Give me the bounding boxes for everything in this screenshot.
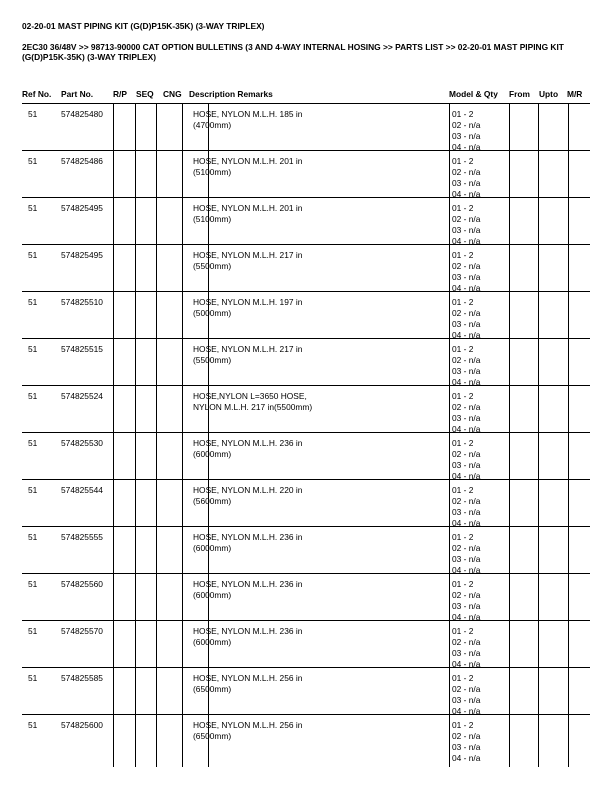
model-qty: 03 - n/a bbox=[452, 413, 481, 423]
column-divider bbox=[182, 292, 183, 338]
model-qty: 03 - n/a bbox=[452, 319, 481, 329]
column-divider bbox=[568, 527, 569, 573]
model-qty: 03 - n/a bbox=[452, 742, 481, 752]
column-divider bbox=[538, 198, 539, 244]
table-row bbox=[22, 527, 590, 574]
column-divider bbox=[113, 292, 114, 338]
column-divider bbox=[182, 433, 183, 479]
description: HOSE, NYLON M.L.H. 220 in bbox=[193, 485, 303, 495]
description-cont: (5100mm) bbox=[193, 167, 232, 177]
column-divider bbox=[135, 715, 136, 767]
column-divider bbox=[538, 433, 539, 479]
column-divider bbox=[135, 198, 136, 244]
model-qty: 02 - n/a bbox=[452, 637, 481, 647]
parts-table bbox=[22, 104, 590, 767]
column-divider bbox=[113, 245, 114, 291]
description-cont: (6500mm) bbox=[193, 684, 232, 694]
column-divider bbox=[538, 292, 539, 338]
table-row bbox=[22, 668, 590, 715]
description: HOSE, NYLON M.L.H. 256 in bbox=[193, 720, 303, 730]
table-row bbox=[22, 433, 590, 480]
col-header-model: Model & Qty bbox=[449, 89, 498, 99]
column-divider bbox=[182, 104, 183, 150]
column-divider bbox=[135, 104, 136, 150]
page-title: 02-20-01 MAST PIPING KIT (G(D)P15K-35K) (3-WAY TRIPLEX) bbox=[22, 21, 265, 31]
column-divider bbox=[135, 292, 136, 338]
ref-no: 51 bbox=[28, 391, 38, 401]
column-divider bbox=[449, 668, 450, 714]
ref-no: 51 bbox=[28, 156, 38, 166]
table-row bbox=[22, 151, 590, 198]
column-divider bbox=[449, 104, 450, 150]
column-divider bbox=[113, 574, 114, 620]
description: HOSE,NYLON L=3650 HOSE, bbox=[193, 391, 307, 401]
column-divider bbox=[509, 480, 510, 526]
column-divider bbox=[182, 386, 183, 432]
model-qty: 03 - n/a bbox=[452, 554, 481, 564]
column-divider bbox=[568, 621, 569, 667]
column-divider bbox=[113, 151, 114, 197]
model-qty: 01 - 2 bbox=[452, 485, 474, 495]
column-divider bbox=[156, 292, 157, 338]
part-no: 574825495 bbox=[61, 203, 103, 213]
ref-no: 51 bbox=[28, 438, 38, 448]
column-divider bbox=[449, 245, 450, 291]
model-qty: 02 - n/a bbox=[452, 355, 481, 365]
column-divider bbox=[538, 715, 539, 767]
column-divider bbox=[182, 245, 183, 291]
description: HOSE, NYLON M.L.H. 185 in bbox=[193, 109, 303, 119]
column-divider bbox=[182, 339, 183, 385]
column-divider bbox=[135, 433, 136, 479]
description: HOSE, NYLON M.L.H. 236 in bbox=[193, 626, 303, 636]
description: HOSE, NYLON M.L.H. 197 in bbox=[193, 297, 303, 307]
column-divider bbox=[568, 339, 569, 385]
column-divider bbox=[568, 574, 569, 620]
table-row bbox=[22, 480, 590, 527]
description-cont: (5100mm) bbox=[193, 214, 232, 224]
column-divider bbox=[538, 527, 539, 573]
model-qty: 02 - n/a bbox=[452, 167, 481, 177]
column-divider bbox=[449, 527, 450, 573]
column-divider bbox=[449, 480, 450, 526]
part-no: 574825570 bbox=[61, 626, 103, 636]
column-divider bbox=[568, 151, 569, 197]
part-no: 574825585 bbox=[61, 673, 103, 683]
column-divider bbox=[538, 574, 539, 620]
part-no: 574825495 bbox=[61, 250, 103, 260]
model-qty: 02 - n/a bbox=[452, 684, 481, 694]
description-cont: (6000mm) bbox=[193, 543, 232, 553]
part-no: 574825600 bbox=[61, 720, 103, 730]
column-divider bbox=[113, 433, 114, 479]
column-divider bbox=[156, 715, 157, 767]
model-qty: 03 - n/a bbox=[452, 366, 481, 376]
column-divider bbox=[449, 339, 450, 385]
model-qty: 01 - 2 bbox=[452, 626, 474, 636]
col-header-seq: SEQ bbox=[136, 89, 154, 99]
description-cont: (6000mm) bbox=[193, 449, 232, 459]
column-divider bbox=[568, 715, 569, 767]
description: HOSE, NYLON M.L.H. 236 in bbox=[193, 438, 303, 448]
column-divider bbox=[568, 386, 569, 432]
column-divider bbox=[156, 339, 157, 385]
column-divider bbox=[509, 574, 510, 620]
column-divider bbox=[449, 715, 450, 767]
model-qty: 02 - n/a bbox=[452, 731, 481, 741]
column-divider bbox=[113, 386, 114, 432]
col-header-rp: R/P bbox=[113, 89, 127, 99]
part-no: 574825530 bbox=[61, 438, 103, 448]
column-divider bbox=[182, 621, 183, 667]
column-divider bbox=[156, 621, 157, 667]
column-divider bbox=[182, 715, 183, 767]
column-divider bbox=[509, 104, 510, 150]
description: HOSE, NYLON M.L.H. 217 in bbox=[193, 344, 303, 354]
model-qty: 03 - n/a bbox=[452, 648, 481, 658]
model-qty: 02 - n/a bbox=[452, 261, 481, 271]
model-qty: 01 - 2 bbox=[452, 532, 474, 542]
column-divider bbox=[113, 527, 114, 573]
part-no: 574825560 bbox=[61, 579, 103, 589]
description-cont: (4700mm) bbox=[193, 120, 232, 130]
model-qty: 03 - n/a bbox=[452, 131, 481, 141]
table-row bbox=[22, 245, 590, 292]
column-divider bbox=[509, 527, 510, 573]
column-divider bbox=[449, 198, 450, 244]
column-divider bbox=[182, 151, 183, 197]
model-qty: 03 - n/a bbox=[452, 225, 481, 235]
description: HOSE, NYLON M.L.H. 217 in bbox=[193, 250, 303, 260]
column-divider bbox=[509, 339, 510, 385]
model-qty: 01 - 2 bbox=[452, 250, 474, 260]
description: HOSE, NYLON M.L.H. 256 in bbox=[193, 673, 303, 683]
model-qty: 04 - n/a bbox=[452, 659, 481, 669]
breadcrumb: 2EC30 36/48V >> 98713-90000 CAT OPTION BULLETINS (3 AND 4-WAY INTERNAL HOSING >> PARTS LIST >> 02-20-01 MAST PIPING KIT (G(D)P15K-35K) (3-WAY TRIPLEX) bbox=[22, 42, 564, 62]
model-qty: 01 - 2 bbox=[452, 579, 474, 589]
description-cont: NYLON M.L.H. 217 in(5500mm) bbox=[193, 402, 313, 412]
ref-no: 51 bbox=[28, 344, 38, 354]
model-qty: 01 - 2 bbox=[452, 720, 474, 730]
column-divider bbox=[182, 668, 183, 714]
col-header-upto: Upto bbox=[539, 89, 559, 99]
column-divider bbox=[538, 480, 539, 526]
model-qty: 01 - 2 bbox=[452, 156, 474, 166]
column-divider bbox=[568, 292, 569, 338]
col-header-desc: Description Remarks bbox=[189, 89, 273, 99]
column-divider bbox=[509, 621, 510, 667]
ref-no: 51 bbox=[28, 297, 38, 307]
table-row bbox=[22, 339, 590, 386]
table-row bbox=[22, 104, 590, 151]
model-qty: 03 - n/a bbox=[452, 695, 481, 705]
column-divider bbox=[568, 668, 569, 714]
column-divider bbox=[113, 339, 114, 385]
model-qty: 02 - n/a bbox=[452, 120, 481, 130]
column-divider bbox=[135, 574, 136, 620]
column-divider bbox=[156, 668, 157, 714]
model-qty: 04 - n/a bbox=[452, 330, 481, 340]
description-cont: (6000mm) bbox=[193, 590, 232, 600]
ref-no: 51 bbox=[28, 203, 38, 213]
column-divider bbox=[538, 339, 539, 385]
model-qty: 04 - n/a bbox=[452, 753, 481, 763]
column-divider bbox=[538, 668, 539, 714]
model-qty: 01 - 2 bbox=[452, 391, 474, 401]
table-row bbox=[22, 574, 590, 621]
model-qty: 04 - n/a bbox=[452, 236, 481, 246]
model-qty: 01 - 2 bbox=[452, 297, 474, 307]
column-divider bbox=[449, 433, 450, 479]
ref-no: 51 bbox=[28, 720, 38, 730]
table-row bbox=[22, 386, 590, 433]
column-divider bbox=[156, 386, 157, 432]
column-divider bbox=[568, 480, 569, 526]
column-divider bbox=[568, 198, 569, 244]
column-divider bbox=[156, 527, 157, 573]
model-qty: 03 - n/a bbox=[452, 507, 481, 517]
model-qty: 03 - n/a bbox=[452, 601, 481, 611]
model-qty: 04 - n/a bbox=[452, 424, 481, 434]
column-divider bbox=[182, 574, 183, 620]
column-divider bbox=[509, 198, 510, 244]
model-qty: 04 - n/a bbox=[452, 377, 481, 387]
col-header-part: Part No. bbox=[61, 89, 94, 99]
description: HOSE, NYLON M.L.H. 236 in bbox=[193, 532, 303, 542]
table-row bbox=[22, 621, 590, 668]
col-header-mr: M/R bbox=[567, 89, 583, 99]
column-divider bbox=[568, 245, 569, 291]
model-qty: 02 - n/a bbox=[452, 308, 481, 318]
column-divider bbox=[509, 715, 510, 767]
model-qty: 03 - n/a bbox=[452, 272, 481, 282]
column-divider bbox=[509, 386, 510, 432]
column-divider bbox=[135, 621, 136, 667]
part-no: 574825524 bbox=[61, 391, 103, 401]
column-divider bbox=[156, 104, 157, 150]
column-divider bbox=[449, 574, 450, 620]
description-cont: (6000mm) bbox=[193, 637, 232, 647]
column-divider bbox=[135, 245, 136, 291]
description-cont: (5600mm) bbox=[193, 496, 232, 506]
column-divider bbox=[113, 104, 114, 150]
model-qty: 01 - 2 bbox=[452, 673, 474, 683]
model-qty: 03 - n/a bbox=[452, 460, 481, 470]
column-divider bbox=[135, 480, 136, 526]
model-qty: 04 - n/a bbox=[452, 565, 481, 575]
col-header-ref: Ref No. bbox=[22, 89, 52, 99]
column-divider bbox=[135, 668, 136, 714]
column-divider bbox=[568, 104, 569, 150]
column-divider bbox=[538, 104, 539, 150]
model-qty: 04 - n/a bbox=[452, 471, 481, 481]
model-qty: 04 - n/a bbox=[452, 283, 481, 293]
table-row bbox=[22, 198, 590, 245]
model-qty: 04 - n/a bbox=[452, 189, 481, 199]
model-qty: 02 - n/a bbox=[452, 543, 481, 553]
column-divider bbox=[156, 480, 157, 526]
column-divider bbox=[509, 668, 510, 714]
part-no: 574825480 bbox=[61, 109, 103, 119]
column-divider bbox=[135, 339, 136, 385]
ref-no: 51 bbox=[28, 673, 38, 683]
ref-no: 51 bbox=[28, 532, 38, 542]
column-divider bbox=[449, 151, 450, 197]
column-divider bbox=[538, 151, 539, 197]
column-divider bbox=[538, 245, 539, 291]
model-qty: 02 - n/a bbox=[452, 590, 481, 600]
column-divider bbox=[449, 621, 450, 667]
model-qty: 01 - 2 bbox=[452, 344, 474, 354]
column-divider bbox=[182, 480, 183, 526]
col-header-from: From bbox=[509, 89, 530, 99]
column-divider bbox=[538, 621, 539, 667]
column-divider bbox=[449, 292, 450, 338]
ref-no: 51 bbox=[28, 109, 38, 119]
model-qty: 01 - 2 bbox=[452, 109, 474, 119]
column-divider bbox=[113, 715, 114, 767]
column-divider bbox=[156, 574, 157, 620]
column-divider bbox=[113, 198, 114, 244]
column-divider bbox=[135, 151, 136, 197]
column-divider bbox=[156, 198, 157, 244]
part-no: 574825510 bbox=[61, 297, 103, 307]
model-qty: 04 - n/a bbox=[452, 706, 481, 716]
column-divider bbox=[538, 386, 539, 432]
model-qty: 04 - n/a bbox=[452, 518, 481, 528]
column-divider bbox=[449, 386, 450, 432]
column-divider bbox=[113, 668, 114, 714]
description-cont: (5500mm) bbox=[193, 355, 232, 365]
column-divider bbox=[135, 527, 136, 573]
column-divider bbox=[509, 292, 510, 338]
model-qty: 04 - n/a bbox=[452, 142, 481, 152]
col-header-cng: CNG bbox=[163, 89, 182, 99]
model-qty: 01 - 2 bbox=[452, 203, 474, 213]
model-qty: 02 - n/a bbox=[452, 449, 481, 459]
table-row bbox=[22, 715, 590, 767]
column-divider bbox=[156, 433, 157, 479]
column-divider bbox=[135, 386, 136, 432]
model-qty: 02 - n/a bbox=[452, 496, 481, 506]
description-cont: (5500mm) bbox=[193, 261, 232, 271]
column-divider bbox=[156, 245, 157, 291]
column-divider bbox=[113, 480, 114, 526]
column-divider bbox=[182, 527, 183, 573]
model-qty: 01 - 2 bbox=[452, 438, 474, 448]
model-qty: 04 - n/a bbox=[452, 612, 481, 622]
model-qty: 02 - n/a bbox=[452, 214, 481, 224]
column-divider bbox=[509, 245, 510, 291]
part-no: 574825544 bbox=[61, 485, 103, 495]
description-cont: (5000mm) bbox=[193, 308, 232, 318]
description-cont: (6500mm) bbox=[193, 731, 232, 741]
column-divider bbox=[113, 621, 114, 667]
part-no: 574825486 bbox=[61, 156, 103, 166]
description: HOSE, NYLON M.L.H. 236 in bbox=[193, 579, 303, 589]
part-no: 574825515 bbox=[61, 344, 103, 354]
ref-no: 51 bbox=[28, 485, 38, 495]
description: HOSE, NYLON M.L.H. 201 in bbox=[193, 156, 303, 166]
ref-no: 51 bbox=[28, 579, 38, 589]
column-divider bbox=[509, 433, 510, 479]
table-row bbox=[22, 292, 590, 339]
column-divider bbox=[182, 198, 183, 244]
ref-no: 51 bbox=[28, 250, 38, 260]
part-no: 574825555 bbox=[61, 532, 103, 542]
column-divider bbox=[509, 151, 510, 197]
column-divider bbox=[568, 433, 569, 479]
column-divider bbox=[156, 151, 157, 197]
model-qty: 03 - n/a bbox=[452, 178, 481, 188]
model-qty: 02 - n/a bbox=[452, 402, 481, 412]
ref-no: 51 bbox=[28, 626, 38, 636]
description: HOSE, NYLON M.L.H. 201 in bbox=[193, 203, 303, 213]
